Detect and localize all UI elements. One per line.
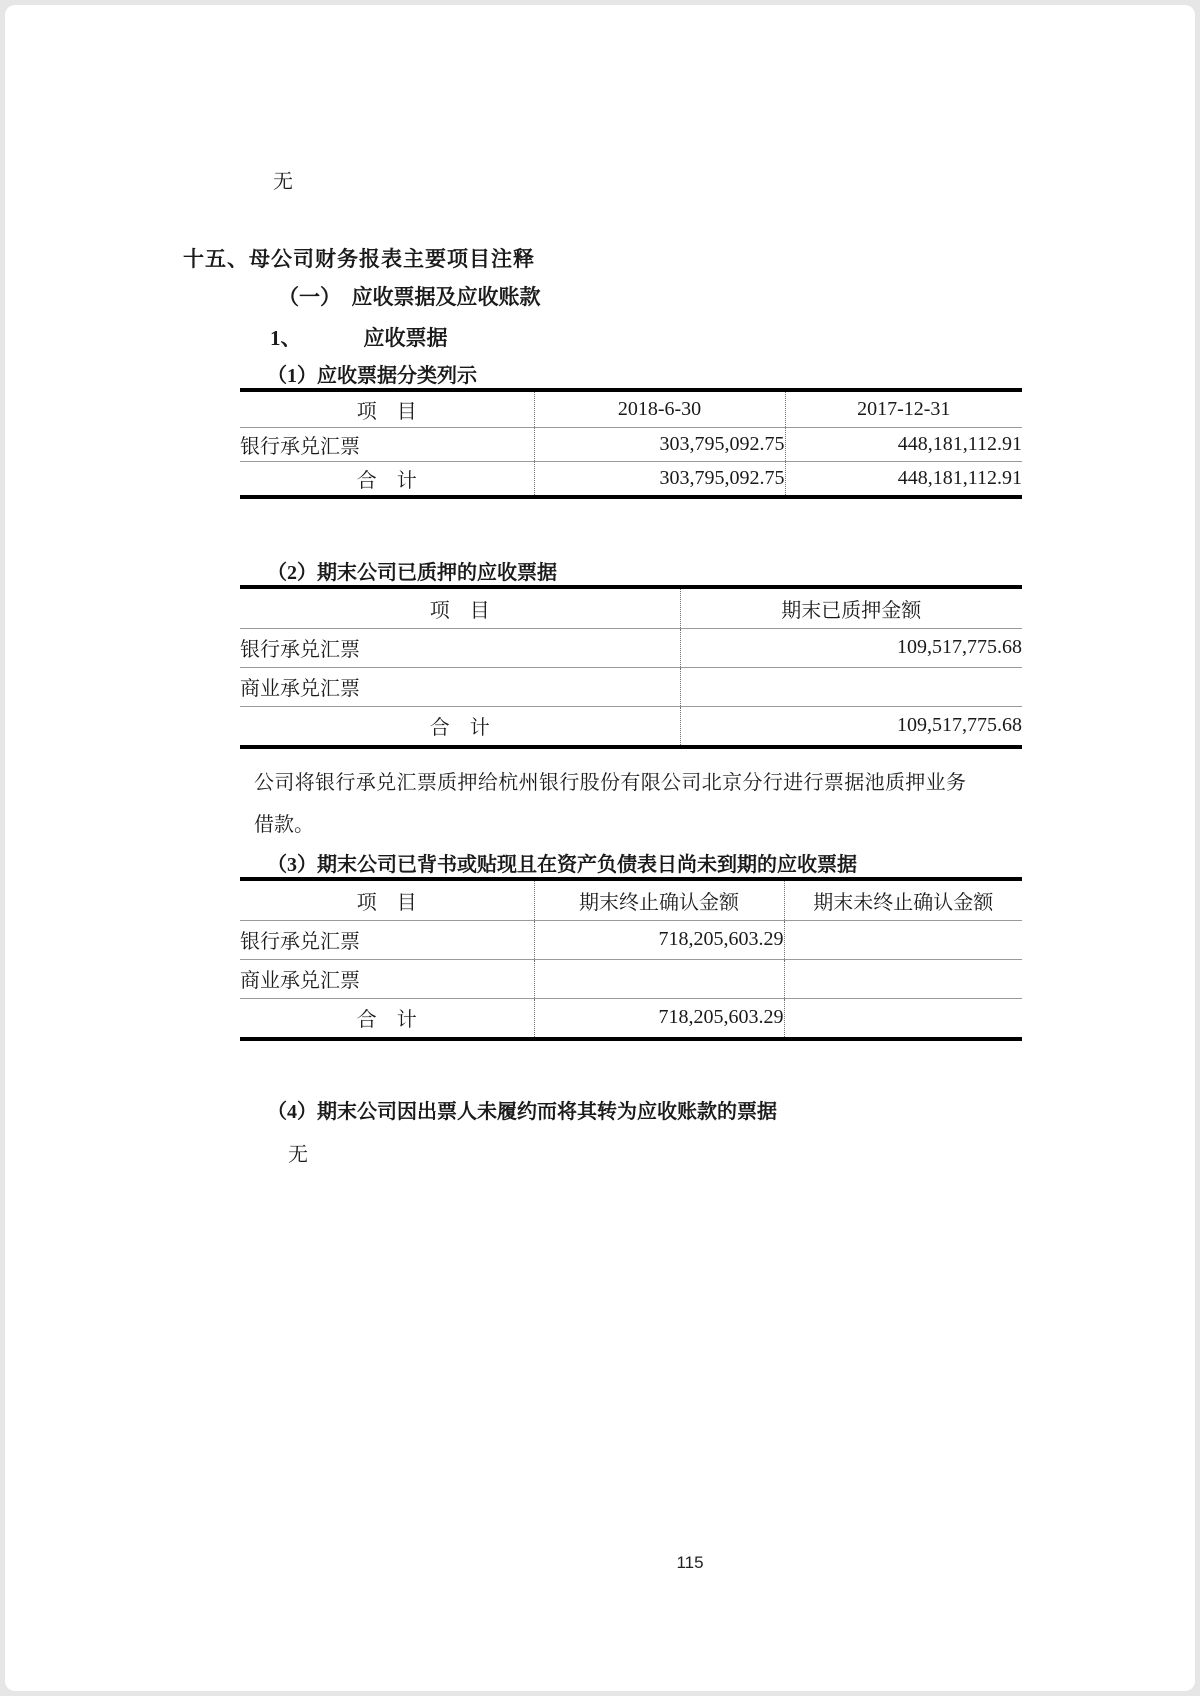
table-row <box>240 628 1022 667</box>
col-header-item: 项 目 <box>240 589 680 628</box>
col-header-date-1: 2018-6-30 <box>534 392 785 427</box>
cell-amount: 109,517,775.68 <box>680 628 1022 667</box>
cell-amount: 718,205,603.29 <box>534 920 784 959</box>
document-page <box>5 5 1195 1691</box>
cell-amount <box>680 667 1022 706</box>
cell-amount: 448,181,112.91 <box>785 427 1022 461</box>
heading-sub-3: （3）期末公司已背书或贴现且在资产负债表日尚未到期的应收票据 <box>267 854 857 876</box>
cell-amount <box>534 959 784 998</box>
table <box>240 589 1022 745</box>
table-total-row <box>240 706 1022 745</box>
cell-total-label: 合 计 <box>356 1009 417 1032</box>
cell-amount: 718,205,603.29 <box>534 998 784 1037</box>
page-number: 115 <box>676 1553 704 1572</box>
col-header-not-derecognized: 期末未终止确认金额 <box>784 881 1022 920</box>
cell-amount <box>784 998 1022 1037</box>
heading-sub-2: （2）期末公司已质押的应收票据 <box>267 562 557 584</box>
table-header-row <box>240 881 1022 920</box>
table-row <box>240 920 1022 959</box>
table-endorsed-notes <box>240 877 1022 1041</box>
heading-item-1 <box>270 322 448 352</box>
cell-amount: 448,181,112.91 <box>785 461 1022 495</box>
col-header-derecognized: 期末终止确认金额 <box>534 881 784 920</box>
heading-subsection-1: （一） 应收票据及应收账款 <box>278 285 541 309</box>
cell-item-label: 商业承兑汇票 <box>240 667 680 706</box>
table <box>240 881 1022 1037</box>
col-header-item: 项 目 <box>240 392 534 427</box>
table-pledged-notes <box>240 585 1022 749</box>
table-header-row <box>240 392 1022 427</box>
heading-sub-4: （4）期末公司因出票人未履约而将其转为应收账款的票据 <box>267 1101 777 1123</box>
heading-item-label: 应收票据 <box>363 326 448 350</box>
cell-amount <box>784 959 1022 998</box>
cell-amount: 303,795,092.75 <box>534 461 785 495</box>
heading-item-number: 1、 <box>270 326 302 350</box>
table-row <box>240 959 1022 998</box>
table <box>240 392 1022 495</box>
heading-section-15: 十五、母公司财务报表主要项目注释 <box>183 247 535 271</box>
cell-amount <box>784 920 1022 959</box>
cell-item-label: 商业承兑汇票 <box>240 959 534 998</box>
table-row <box>240 427 1022 461</box>
cell-total-label: 合 计 <box>429 717 490 740</box>
cell-item-label: 银行承兑汇票 <box>240 920 534 959</box>
none-note-top: 无 <box>273 171 293 193</box>
cell-amount: 109,517,775.68 <box>680 706 1022 745</box>
table-row <box>240 667 1022 706</box>
table-header-row <box>240 589 1022 628</box>
cell-total-label: 合 计 <box>356 469 417 492</box>
col-header-pledged-amount: 期末已质押金额 <box>680 589 1022 628</box>
cell-amount: 303,795,092.75 <box>534 427 785 461</box>
pledge-description-paragraph: 公司将银行承兑汇票质押给杭州银行股份有限公司北京分行进行票据池质押业务借款。 <box>254 772 966 836</box>
none-note-bottom: 无 <box>288 1144 308 1166</box>
table-total-row <box>240 461 1022 495</box>
cell-item-label: 银行承兑汇票 <box>240 427 534 461</box>
heading-sub-1: （1）应收票据分类列示 <box>267 365 477 387</box>
col-header-item: 项 目 <box>240 881 534 920</box>
table-total-row <box>240 998 1022 1037</box>
cell-item-label: 银行承兑汇票 <box>240 628 680 667</box>
col-header-date-2: 2017-12-31 <box>785 392 1022 427</box>
table-notes-classification <box>240 388 1022 499</box>
